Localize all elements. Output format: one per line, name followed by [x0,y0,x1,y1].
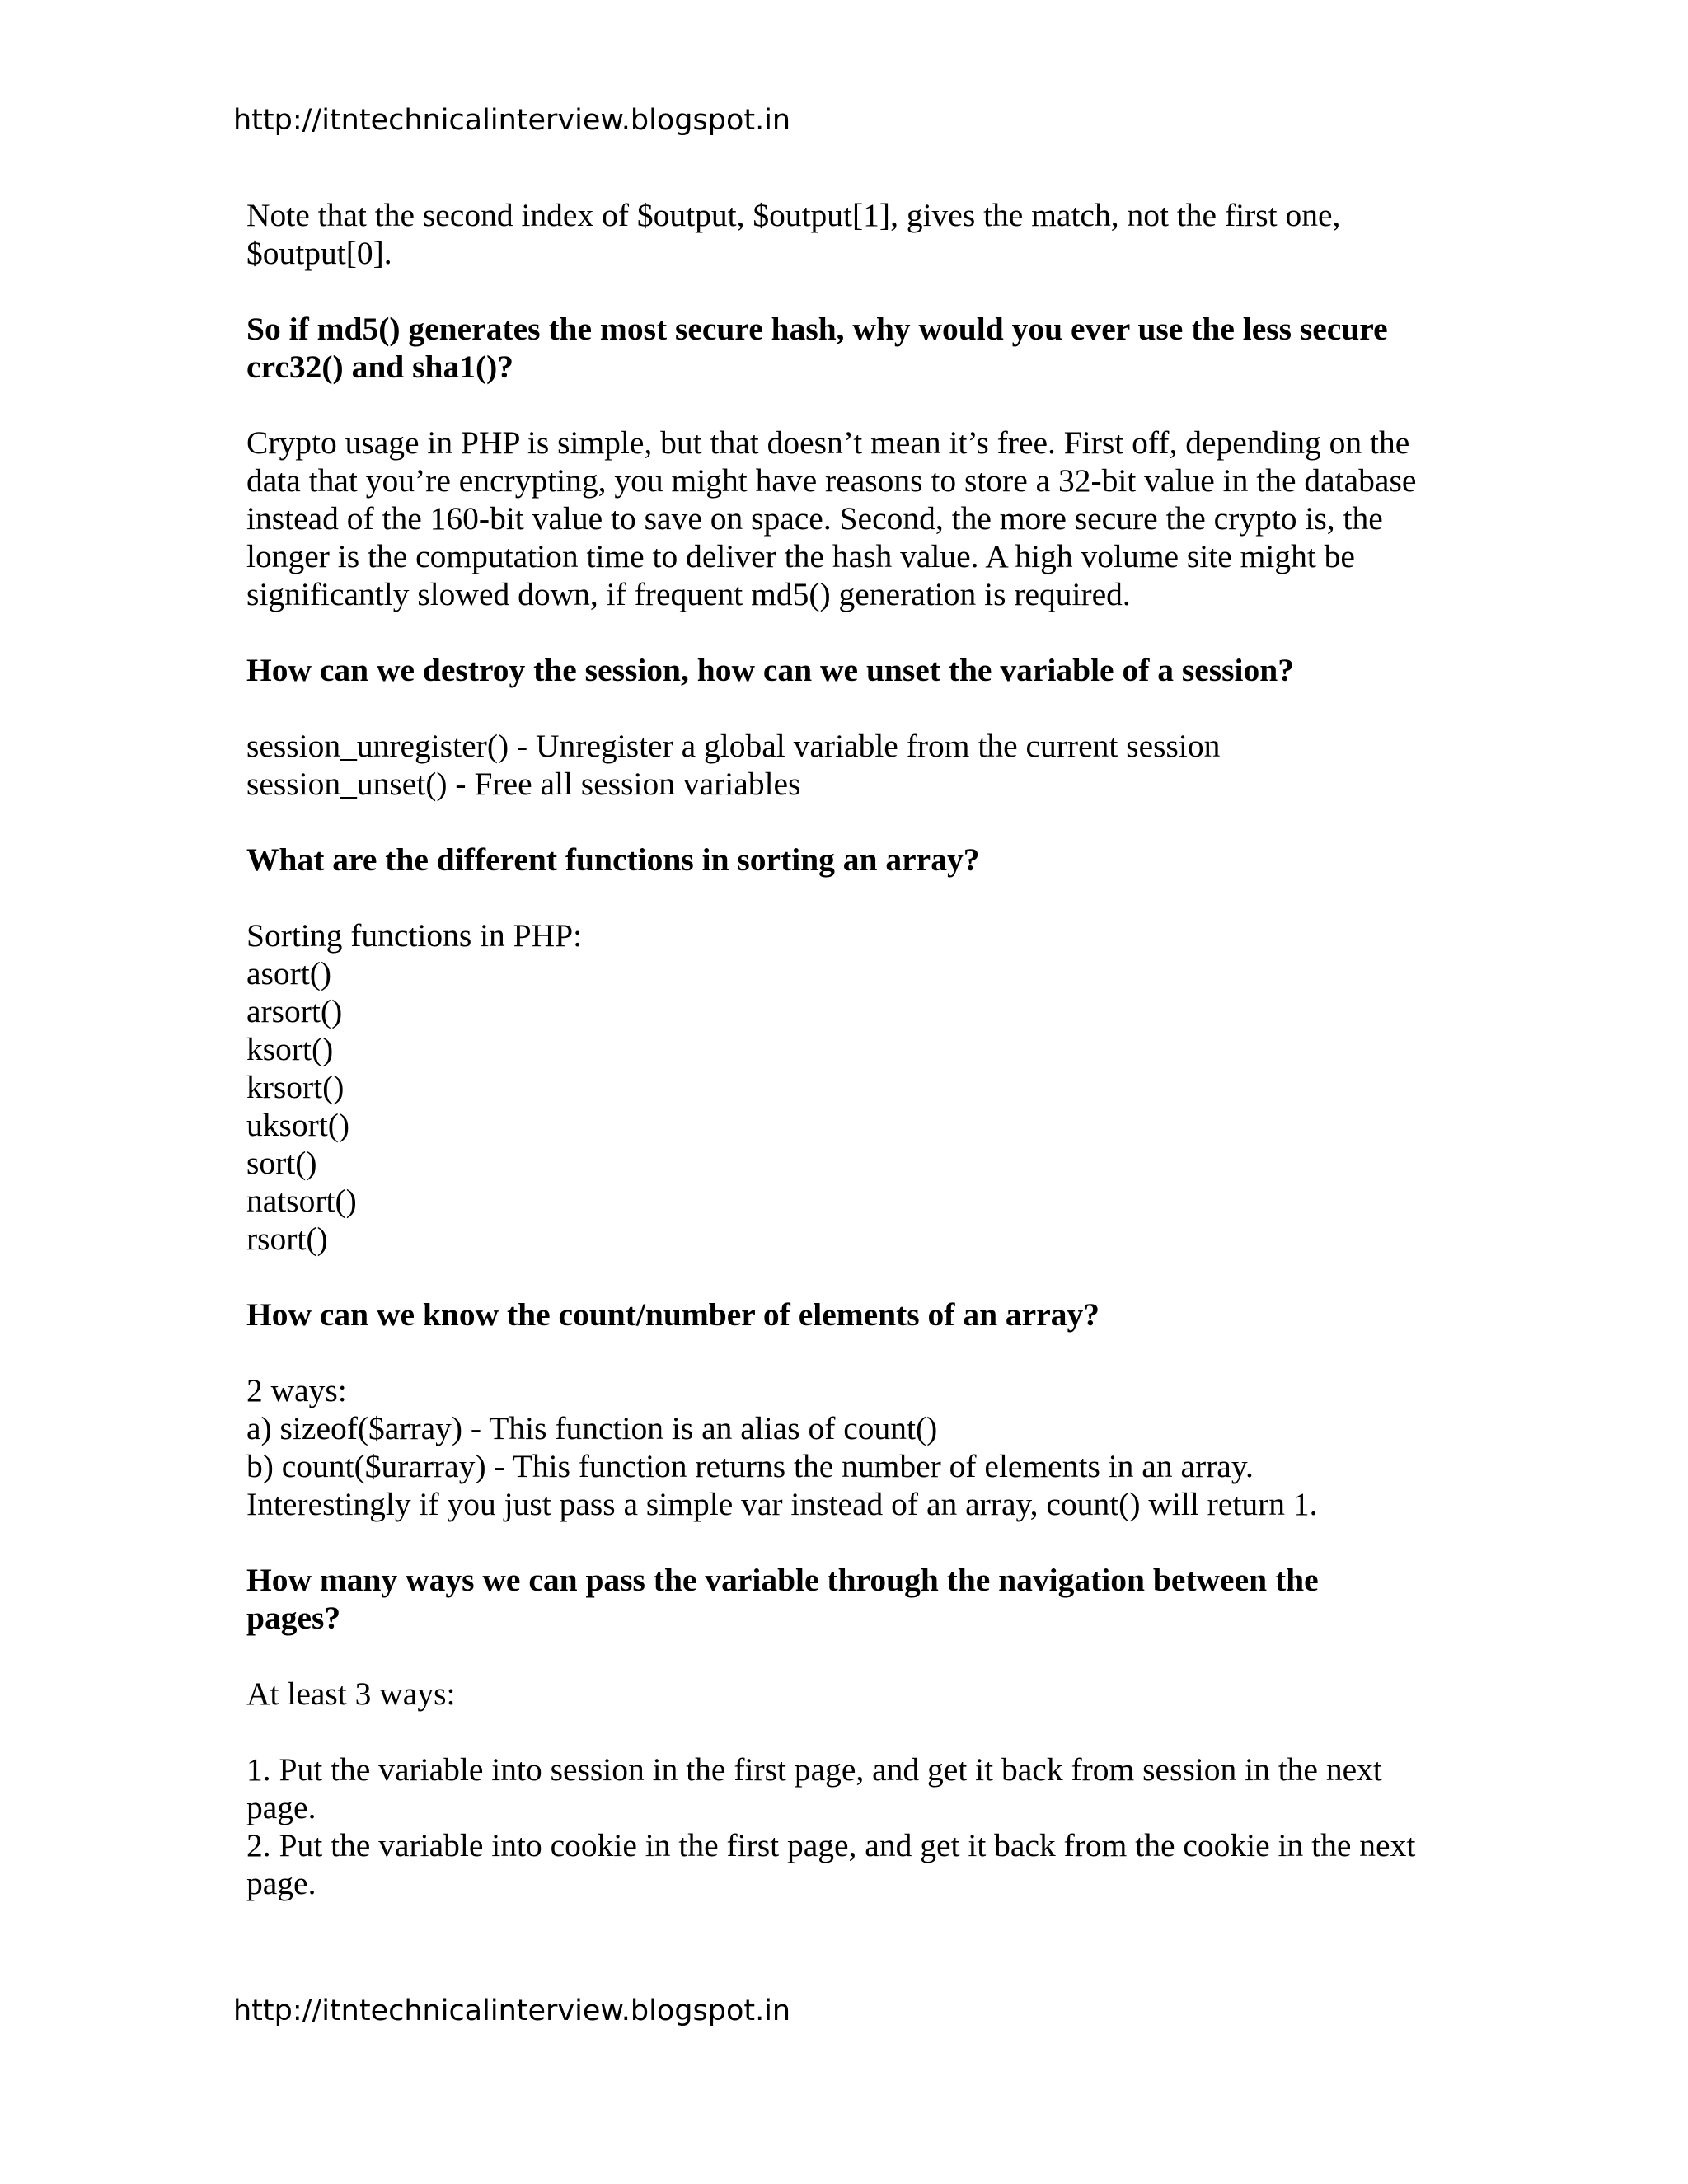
list-item: asort() [246,955,332,991]
answer-pass-items [246,1750,1458,1902]
question-pass-variable [246,1561,1458,1637]
text-line: Crypto usage in PHP is simple, but that doesn’t mean it’s free. First off, depending on the [246,424,1410,461]
question-session [246,651,1458,689]
footer-url: http://itntechnicalinterview.blogspot.in [233,1994,791,2027]
text-line: longer is the computation time to deliver the hash value. A high volume site might be [246,538,1355,574]
list-item: uksort() [246,1107,350,1143]
text-line: page. [246,1865,316,1901]
answer-session [246,727,1458,803]
list-item: ksort() [246,1031,334,1067]
text-line: Sorting functions in PHP: [246,917,583,954]
text-line: Note that the second index of $output, $output[1], gives the match, not the first one, [246,197,1341,233]
answer-count [246,1371,1458,1523]
answer-sort [246,916,1458,1258]
document-body [246,196,1458,1940]
text-line: Interestingly if you just pass a simple var instead of an array, count() will return 1. [246,1486,1318,1522]
text-line: So if md5() generates the most secure hash, why would you ever use the less secure [246,311,1388,347]
text-line: 2. Put the variable into cookie in the first page, and get it back from the cookie in the next [246,1827,1416,1863]
list-item: krsort() [246,1069,345,1105]
list-item: rsort() [246,1221,328,1257]
answer-pass-intro [246,1675,1458,1713]
question-sort [246,841,1458,879]
text-line: crc32() and sha1()? [246,349,514,385]
question-count [246,1296,1458,1333]
text-line: page. [246,1789,316,1825]
text-line: significantly slowed down, if frequent md5() generation is required. [246,576,1131,612]
text-line: How can we destroy the session, how can we unset the variable of a session? [246,652,1294,688]
text-line: session_unregister() - Unregister a global variable from the current session [246,728,1221,764]
text-line: 1. Put the variable into session in the first page, and get it back from session in the next [246,1751,1382,1788]
header-url: http://itntechnicalinterview.blogspot.in [233,104,791,137]
text-line: How many ways we can pass the variable through the navigation between the [246,1562,1319,1598]
question-md5 [246,310,1458,386]
text-line: What are the different functions in sorting an array? [246,841,980,878]
text-line: How can we know the count/number of elements of an array? [246,1296,1100,1333]
text-line: pages? [246,1600,341,1636]
text-line: session_unset() - Free all session variables [246,766,801,802]
text-line: b) count($urarray) - This function returns the number of elements in an array. [246,1448,1254,1484]
text-line: data that you’re encrypting, you might have reasons to store a 32-bit value in the database [246,462,1417,499]
text-line: $output[0]. [246,235,392,271]
text-line: instead of the 160-bit value to save on space. Second, the more secure the crypto is, the [246,500,1383,537]
text-line: a) sizeof($array) - This function is an alias of count() [246,1410,938,1446]
list-item: arsort() [246,993,343,1029]
text-line: 2 ways: [246,1372,347,1408]
answer-md5 [246,424,1458,613]
list-item: sort() [246,1145,317,1181]
list-item: natsort() [246,1183,357,1219]
note-paragraph [246,196,1458,272]
text-line: At least 3 ways: [246,1675,456,1712]
